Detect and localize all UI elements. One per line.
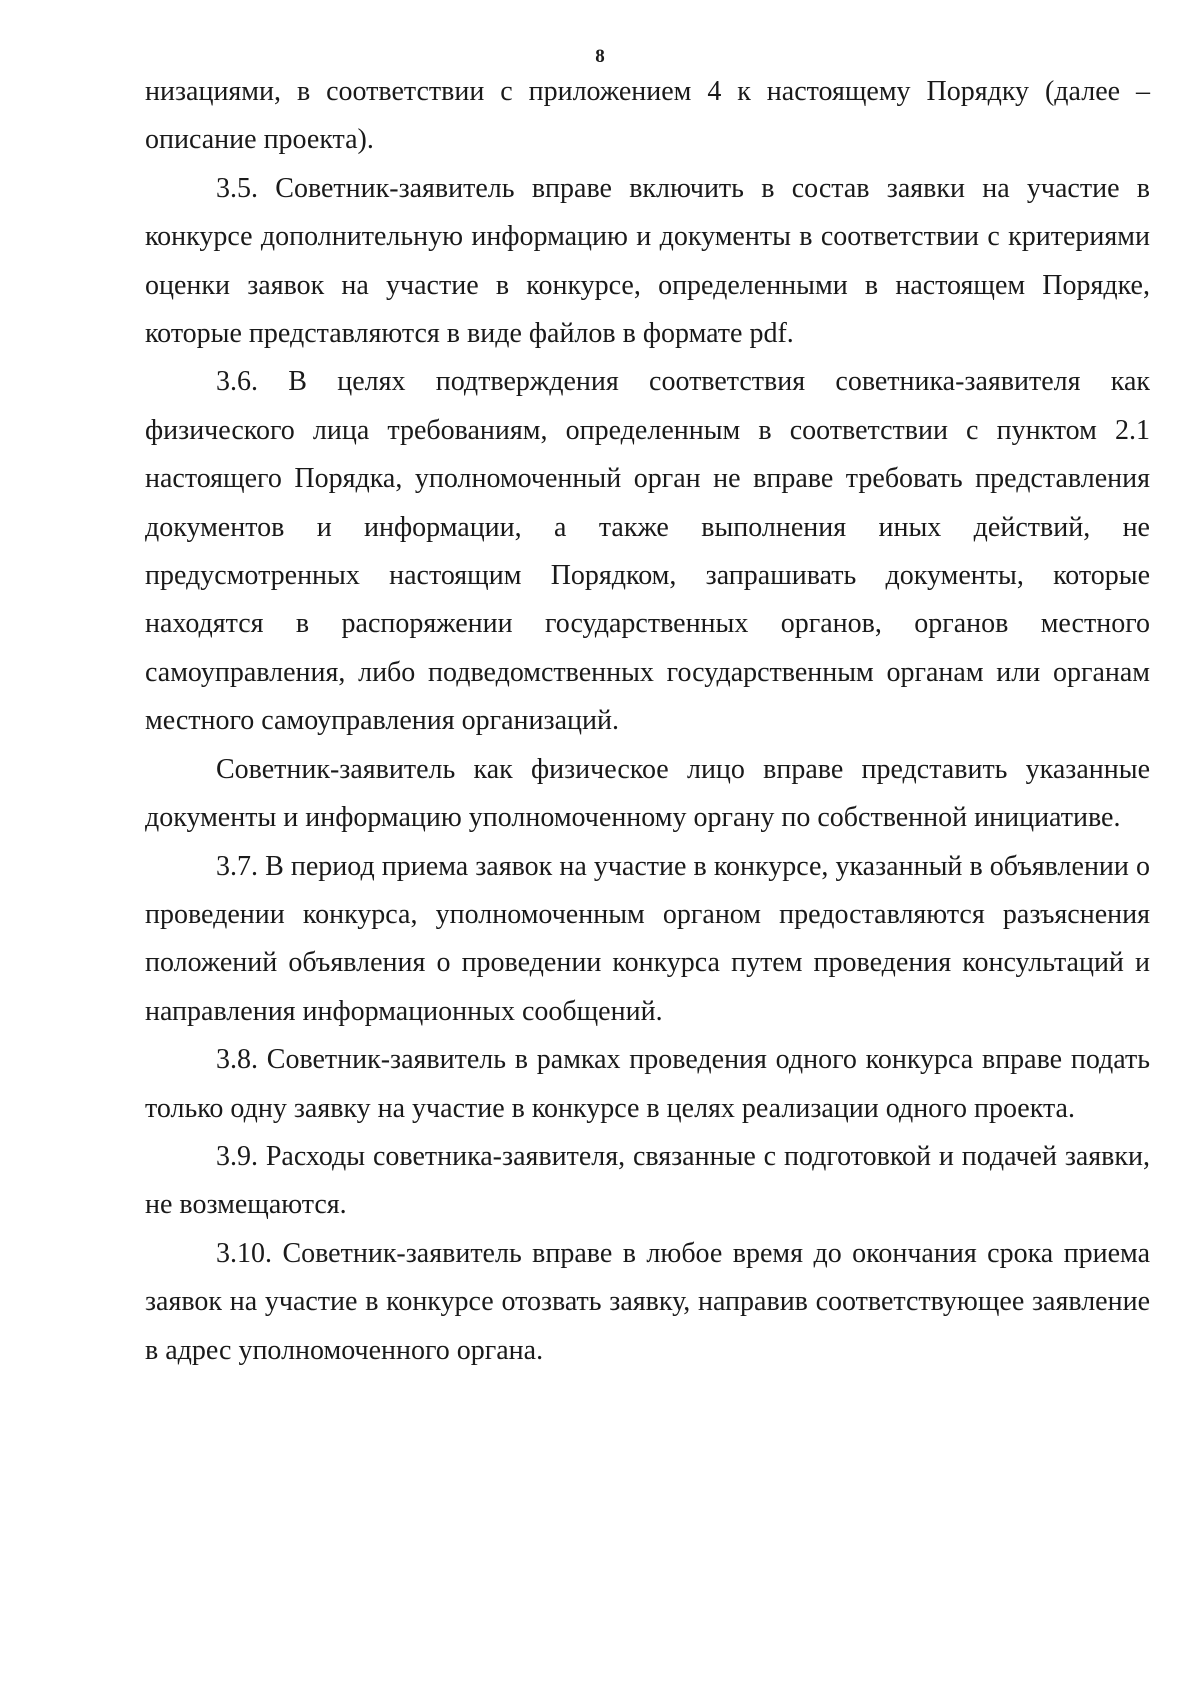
paragraph-3-6-note: Советник-заявитель как физическое лицо вправе представить указанные документы и информацию уполномоченному органу по собственной инициативе. bbox=[145, 753, 1150, 834]
document-body bbox=[145, 68, 1150, 1375]
paragraph-3-9: 3.9. Расходы советника-заявителя, связанные с подготовкой и подачей заявки, не возмещаются. bbox=[145, 1140, 1150, 1221]
paragraph-continuation: низациями, в соответствии с приложением 4 к настоящему Порядку (далее – описание проекта). bbox=[145, 76, 1150, 156]
paragraph-3-5: 3.5. Советник-заявитель вправе включить в состав заявки на участие в конкурсе дополнительную информацию и документы в соответствии с критериями оценки заявок на участие в конкурсе, определенными в настоящем Порядке, которые представляются в виде файлов в формате pdf. bbox=[145, 172, 1150, 350]
paragraph-3-8: 3.8. Советник-заявитель в рамках проведения одного конкурса вправе подать только одну заявку на участие в конкурсе в целях реализации одного проекта. bbox=[145, 1044, 1150, 1124]
paragraph-3-7: 3.7. В период приема заявок на участие в конкурсе, указанный в объявлении о проведении конкурса, уполномоченным органом предоставляются разъяснения положений объявления о проведении конкурса путем проведения консультаций и направления информационных сообщений. bbox=[145, 850, 1150, 1027]
page-number: 8 bbox=[595, 46, 605, 67]
paragraph-3-6: 3.6. В целях подтверждения соответствия советника-заявителя как физического лица требованиям, определенным в соответствии с пунктом 2.1 настоящего Порядка, уполномоченный орган не вправе требовать представления документов и информации, а также выполнения иных действий, не предусмотренных настоящим Порядком, запрашивать документы, которые находятся в распоряжении государственных органов, органов местного самоуправления, либо подведомственных государственным органам или органам местного самоуправления организаций. bbox=[145, 366, 1150, 737]
paragraph-3-10: 3.10. Советник-заявитель вправе в любое время до окончания срока приема заявок на участие в конкурсе отозвать заявку, направив соответствующее заявление в адрес уполномоченного органа. bbox=[145, 1237, 1150, 1366]
